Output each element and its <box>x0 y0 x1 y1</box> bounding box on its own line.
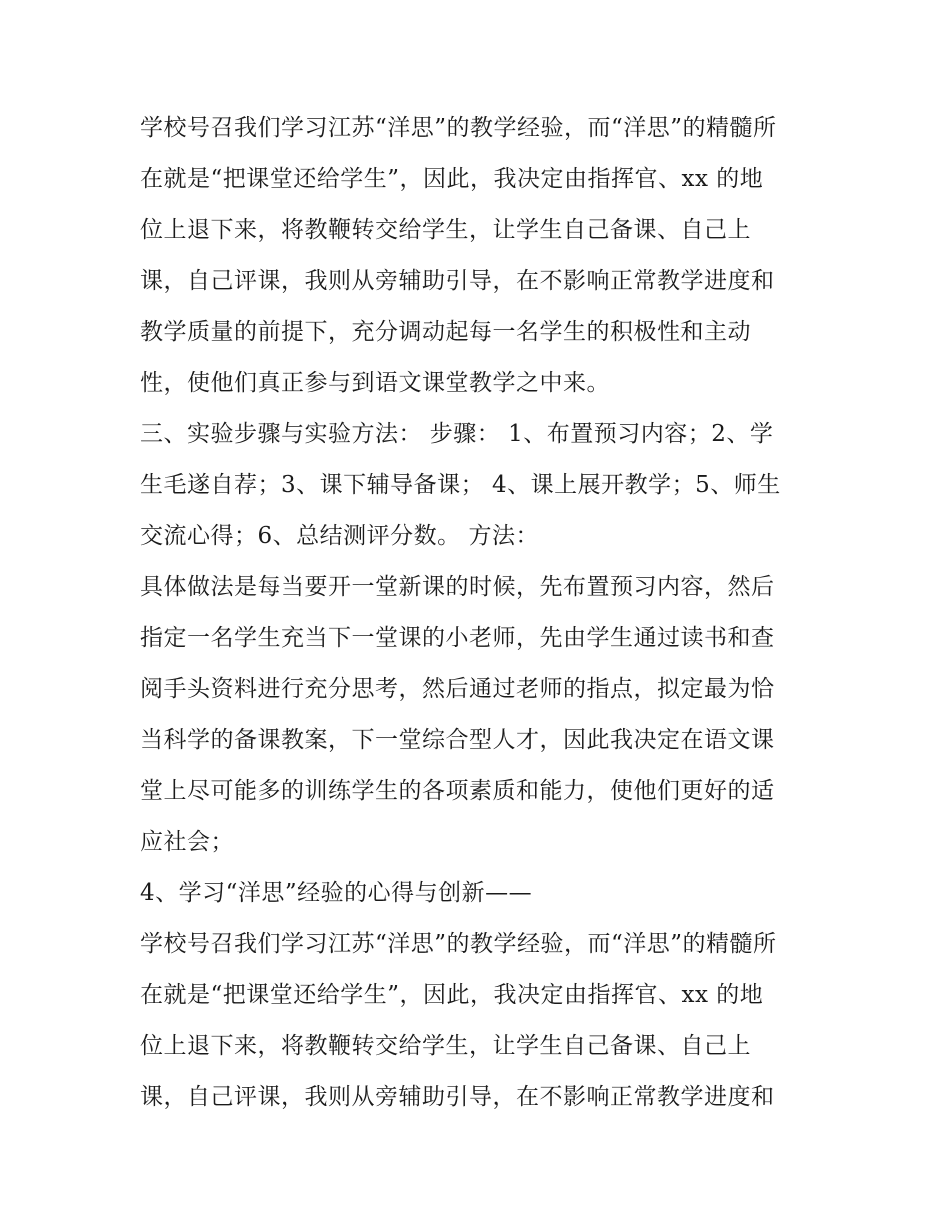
text-line: 课，自己评课，我则从旁辅助引导，在不影响正常教学进度和 <box>140 268 775 294</box>
section-heading: 三、实验步骤与实验方法： 步骤： 1、布置预习内容；2、学 <box>140 421 774 447</box>
section-heading: 4、学习“洋思”经验的心得与创新—— <box>140 880 533 906</box>
text-line: 位上退下来，将教鞭转交给学生，让学生自己备课、自己上 <box>140 1033 751 1059</box>
text-line: 堂上尽可能多的训练学生的各项素质和能力，使他们更好的适 <box>140 778 775 804</box>
text-line: 位上退下来，将教鞭转交给学生，让学生自己备课、自己上 <box>140 217 751 243</box>
text-line: 在就是“把课堂还给学生”，因此，我决定由指挥官、xx 的地 <box>140 166 764 192</box>
text-line: 教学质量的前提下，充分调动起每一名学生的积极性和主动 <box>140 319 751 345</box>
text-line: 学校号召我们学习江苏“洋思”的教学经验，而“洋思”的精髓所 <box>140 931 777 957</box>
text-line: 指定一名学生充当下一堂课的小老师，先由学生通过读书和查 <box>140 625 775 651</box>
text-line: 学校号召我们学习江苏“洋思”的教学经验，而“洋思”的精髓所 <box>140 115 777 141</box>
text-line: 阅手头资料进行充分思考，然后通过老师的指点，拟定最为恰 <box>140 676 775 702</box>
text-line: 课，自己评课，我则从旁辅助引导，在不影响正常教学进度和 <box>140 1084 775 1110</box>
text-line: 当科学的备课教案，下一堂综合型人才，因此我决定在语文课 <box>140 727 775 753</box>
text-line: 交流心得；6、总结测评分数。 方法： <box>140 523 539 549</box>
text-line: 生毛遂自荐；3、课下辅导备课； 4、课上展开教学；5、师生 <box>140 472 781 498</box>
text-line: 具体做法是每当要开一堂新课的时候，先布置预习内容，然后 <box>140 574 775 600</box>
text-line: 在就是“把课堂还给学生”，因此，我决定由指挥官、xx 的地 <box>140 982 764 1008</box>
text-line: 应社会； <box>140 829 234 855</box>
text-line: 性，使他们真正参与到语文课堂教学之中来。 <box>140 370 610 396</box>
document-body <box>140 103 820 1123</box>
